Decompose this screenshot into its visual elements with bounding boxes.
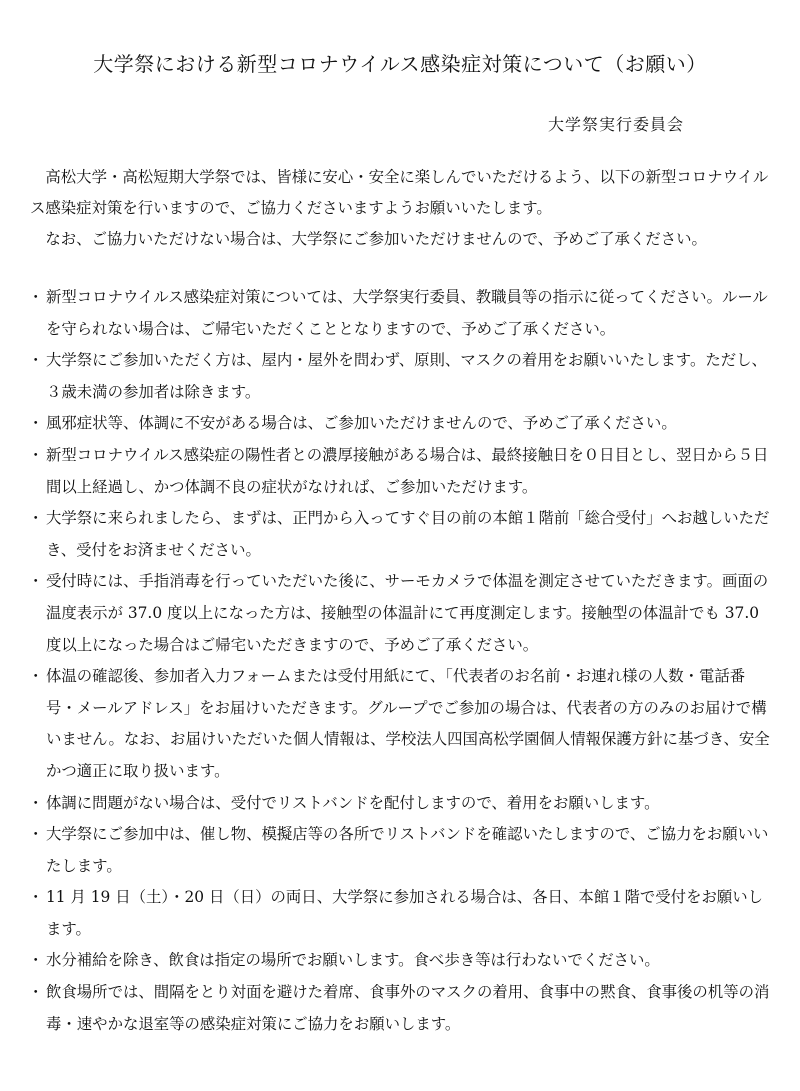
- document-author: 大学祭実行委員会: [547, 115, 684, 134]
- rule-item: ・ 11 月 19 日（土）・20 日（日）の両日、大学祭に参加される場合は、各日、本館１階で受付をお願いします。: [30, 882, 775, 945]
- intro-paragraph: なお、ご協力いただけない場合は、大学祭にご参加いただけませんので、予めご了承ください。: [45, 230, 707, 248]
- intro-paragraph: 高松大学・高松短期大学祭では、皆様に安心・安全に楽しんでいただけるよう、以下の新型コロナウイルス感染症対策を行いますので、ご協力くださいますようお願いいたします。: [30, 168, 769, 217]
- document-title: 大学祭における新型コロナウイルス感染症対策について（お願い）: [93, 52, 707, 76]
- rule-item: ・ 大学祭に来られましたら、まずは、正門から入ってすぐ目の前の本館１階前「総合受付」へお越しいただき、受付をお済ませください。: [30, 503, 775, 566]
- rule-item: ・ 新型コロナウイルス感染症の陽性者との濃厚接触がある場合は、最終接触日を０日目とし、翌日から５日間以上経過し、かつ体調不良の症状がなければ、ご参加いただけます。: [30, 440, 775, 503]
- rule-item: ・ 受付時には、手指消毒を行っていただいた後に、サーモカメラで体温を測定させていただきます。画面の温度表示が 37.0 度以上になった方は、接触型の体温計にて再度測定します。接触型の体温計でも 37.0 度以上になった場合はご帰宅いただきますので、予めご了承ください。: [30, 566, 775, 661]
- rules-list: [30, 282, 775, 1040]
- rule-item: ・ 大学祭にご参加中は、催し物、模擬店等の各所でリストバンドを確認いたしますので、ご協力をお願いいたします。: [30, 819, 775, 882]
- rule-item: ・ 大学祭にご参加いただく方は、屋内・屋外を問わず、原則、マスクの着用をお願いいたします。ただし、３歳未満の参加者は除きます。: [30, 345, 775, 408]
- rule-item: ・ 風邪症状等、体調に不安がある場合は、ご参加いただけませんので、予めご了承ください。: [30, 408, 775, 440]
- rule-item: ・ 体温の確認後、参加者入力フォームまたは受付用紙にて、「代表者のお名前・お連れ様の人数・電話番号・メールアドレス」をお届けいただきます。グループでご参加の場合は、代表者の方のみのお届けで構いません。なお、お届けいただいた個人情報は、学校法人四国高松学園個人情報保護方針に基づき、安全かつ適正に取り扱います。: [30, 661, 775, 787]
- intro-section: [30, 162, 775, 255]
- rule-item: ・ 水分補給を除き、飲食は指定の場所でお願いします。食べ歩き等は行わないでください。: [30, 945, 775, 977]
- rule-item: ・ 新型コロナウイルス感染症対策については、大学祭実行委員、教職員等の指示に従ってください。ルールを守られない場合は、ご帰宅いただくこととなりますので、予めご了承ください。: [30, 282, 775, 345]
- rule-item: ・ 飲食場所では、間隔をとり対面を避けた着席、食事外のマスクの着用、食事中の黙食、食事後の机等の消毒・速やかな退室等の感染症対策にご協力をお願いします。: [30, 977, 775, 1040]
- rule-item: ・ 体調に問題がない場合は、受付でリストバンドを配付しますので、着用をお願いします。: [30, 788, 775, 820]
